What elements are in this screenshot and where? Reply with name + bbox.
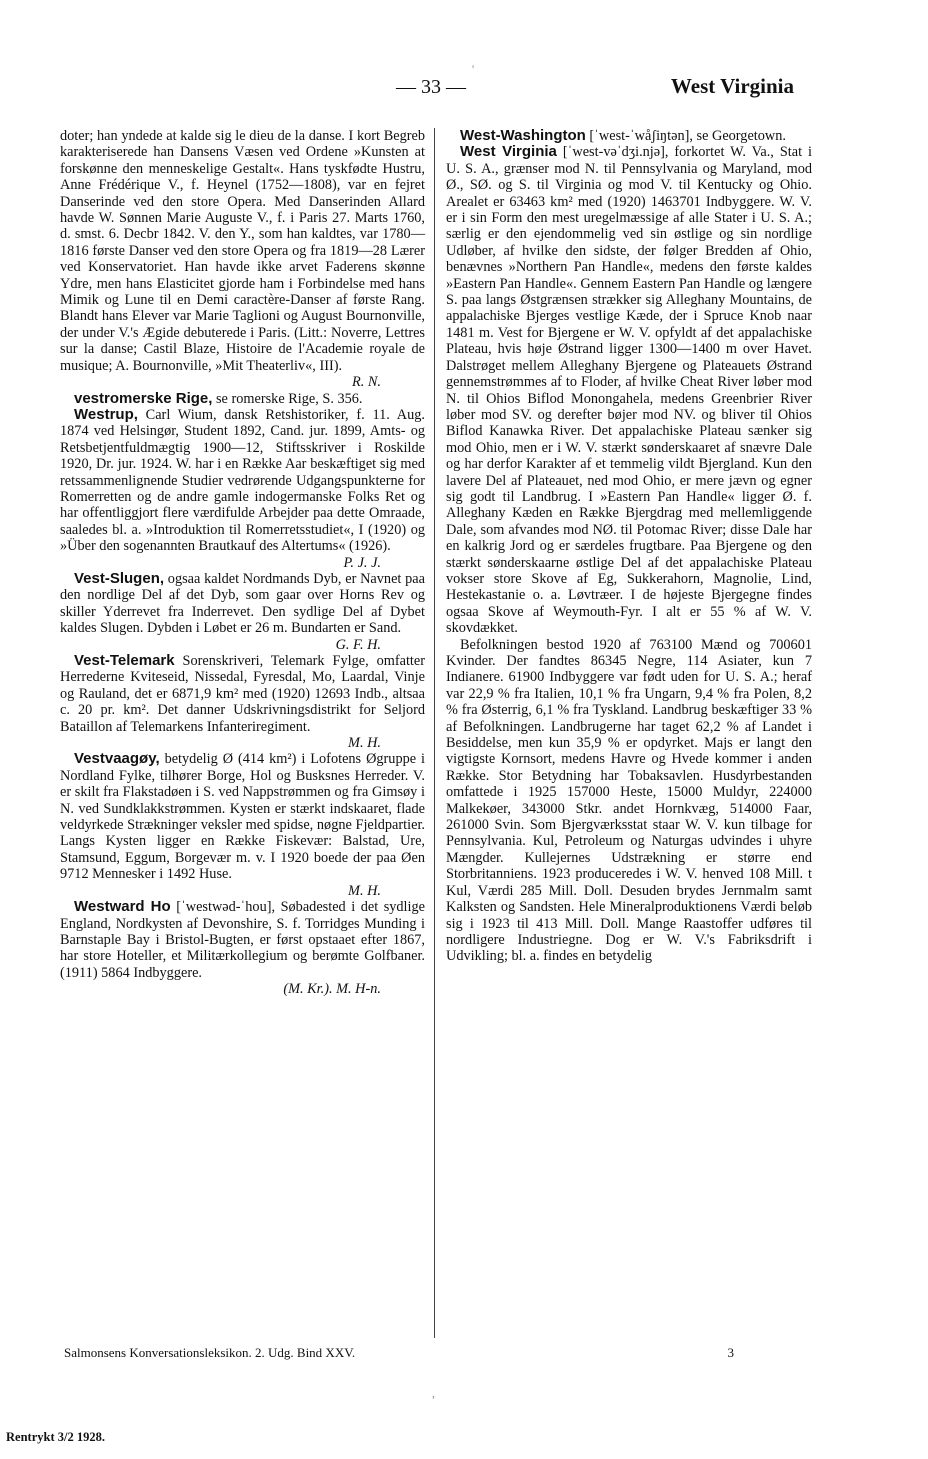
entry-paragraph — [446, 637, 812, 965]
entry — [60, 899, 425, 997]
entry-text: se romerske Rige, S. 356. — [215, 390, 363, 407]
entry — [60, 391, 425, 407]
entry-headword: West Virginia — [460, 143, 557, 161]
entry — [60, 653, 425, 751]
entry — [60, 407, 425, 571]
entry — [446, 128, 812, 144]
running-head: West Virginia — [670, 74, 794, 98]
entry-text: ogsaa kaldet Nordmands Dyb, er Navnet paa den nordlige Del af det Dyb, som gaar over Horns Rev og skiller Yderrevet fra Inderrevet. Den sydlige Del af Dybet kaldes Slugen. Dybden i Løbet er 26 m. Bundarten er Sand. — [60, 570, 425, 637]
entry-signature: R. N. — [352, 374, 381, 391]
entry — [60, 571, 425, 653]
entry — [60, 751, 425, 899]
entry — [446, 144, 812, 636]
entry-continuation — [60, 128, 425, 391]
entry-signature: M. H. — [348, 882, 381, 899]
entry-headword: Westward Ho — [74, 898, 171, 916]
reprint-note: Rentrykt 3/2 1928. — [6, 1430, 105, 1444]
entry-text: [ˈwestwəd-ˈhou], Søbadested i det sydlige England, Nordkysten af Devonshire, S. f. Torridges Munding i Barnstaple Bay i Bristol-Bugten, er først opstaaet efter 1867, har store Hoteller, et Militærkollegium og berømte Golfbaner. (1911) 5864 Indbyggere. — [60, 899, 425, 981]
left-column — [60, 128, 425, 998]
entry-signature: G. F. H. — [335, 636, 381, 653]
footer-sheet-number: 3 — [727, 1345, 734, 1360]
entry-text: [ˈwest-ˈwåʃiŋtən], se Georgetown. — [589, 128, 786, 144]
scan-mark-bottom: , — [432, 1386, 435, 1400]
entry-text: Carl Wium, dansk Retshistoriker, f. 11. Aug. 1874 ved Helsingør, Student 1892, Cand. jur. 1899, Amts- og Retsbetjentfuldmægtig 1900—12, Stiftsskriver i Roskilde 1920, Dr. jur. 1924. W. har i en Række Aar beskæftiget sig med retssammenlignende Studier vedrørende Udgangspunkterne for Romerretten og de andre gamle indogermanske Folks Ret og har offentliggjort flere værdifulde Arbejder paa dette Omraade, saaledes bl. a. »Introduktion til Romerretsstudiet«, I (1920) og »Über den sogenannten Brautkauf des Altertums« (1926). — [60, 406, 425, 555]
entry-headword: Vest-Telemark — [74, 652, 175, 669]
page-header — [60, 72, 794, 106]
footer-source: Salmonsens Konversationsleksikon. 2. Udg. Bind XXV. — [64, 1345, 356, 1360]
entry-headword: Vestvaagøy, — [74, 750, 160, 768]
entry-text: betydelig Ø (414 km²) i Lofotens Øgruppe i Nordland Fylke, tilhører Borge, Hol og Busksnes Herreder. V. er skilt fra Flakstadøen i S. ved Nappstrømmen og fra Gimsøy i N. ved Sundklakkstrømmen. Kysten er stærkt indskaaret, flade veldyrkede Strækninger veksler med spidse, nøgne Fjeldpartier. Langs Kysten ligger en Række Fiskevær: Balstad, Ure, Stamsund, Eggum, Borgevær m. v. I 1920 boede der paa Øen 9712 Mennesker i 1492 Huse. — [60, 751, 426, 883]
entry-signature: (M. Kr.). M. H-n. — [283, 981, 381, 998]
entry-headword: West-Washington — [460, 127, 586, 144]
column-divider — [434, 128, 435, 1338]
scan-mark-top: ' — [472, 62, 475, 76]
entry-signature: P. J. J. — [343, 554, 381, 571]
entry-text: Sorenskriveri, Telemark Fylge, omfatter Herrederne Kviteseid, Nissedal, Fyresdal, Mo, Laardal, Vinje og Rauland, det er 6871,9 km² med (1920) 12693 Indb., altsaa c. 20 pr. km². Det danner Udskrivningsdistrikt for Seljord Bataillon af Telemarkens Infanteriregiment. — [60, 653, 425, 735]
entry-text: [ˈwest-vəˈdʒi.njə], forkortet W. Va., Stat i U. S. A., grænser mod N. til Pennsylvania og Maryland, mod Ø., SØ. og S. til Virginia og mod V. til Kentucky og Ohio. Arealet er 63463 km² med (1920) 1463701 Indbyggere. W. V. er i sin Form den mest uregelmæssige af alle Stater i U. S. A.; særlig er den ejendommelig ved sin østlige og sin nordlige Udløber, af hvilke den sidste, der følger Bredden af Ohio, benævnes »Northern Pan Handle«, medens den første kaldes »Eastern Pan Handle«. Gennem Eastern Pan Handle og længere S. paa langs Østgrænsen strækker sig Alleghany Mountains, de appalachiske Bjerges vestlige Kæde, der i Spruce Knob naar 1481 m. Vest for Bjergene er W. V. opfyldt af det appalachiske Plateau, hvis høje Østrand ligger 1300—1400 m over Havet. Dalstrøget mellem Alleghany Bjergene og Plateauets Østrand gennemstrømmes af to Floder, af hvilke Cheat River løber mod N. til Ohios Biflod Monongahela, medens Greenbrier River løber mod SV. og derefter bøjer mod NV. og bliver til Ohios Biflod Kanawka River. Det appalachiske Plateau sænker sig mod Ohio, men er i W. V. stærkt sønderskaaret af snævre Dale og har derfor Karakter af et temmelig vildt Bjergland. Kun den lavere Del af Plateauet, ned mod Ohio, er mere jævn og egner sig godt til Landbrug. I »Eastern Pan Handle« ligger Ø. f. Alleghany Kæden en Række Bjergdrag med mellemliggende Dale, som afvandes mod NØ. til Potomac River; disse Dale har en kalkrig Jord og er særdeles frugtbare. Paa Bjergene og den stærkt sønderskaarne østlige Del af det appalachiske Plateau vokser store Skove af Eg, Sukkerahorn, Magnolie, Lind, Hestekastanie o. a. Løvtræer. I de højeste Bjergegne findes ogsaa Skove af Weymouth-Fyr. I alt er 55 % af W. V. skovdækket. — [446, 144, 812, 637]
entry-headword: Westrup, — [74, 405, 138, 423]
entry-headword: Vest-Slugen, — [74, 569, 165, 587]
entry-text: Befolkningen bestod 1920 af 763100 Mænd og 700601 Kvinder. Der fandtes 86345 Negre, 114 Asiater, kun 7 Indianere. 61900 Indbyggere var født uden for U. S. A.; heraf var 22,9 % fra Italien, 10,1 % fra Ungarn, 9,4 % fra Polen, 8,2 % fra Østerrig, 6,1 % fra Tyskland. Landbrug beskæftiger 33 % af Befolkningen. Landbrugerne har taget 62,2 % af Landet i Besiddelse, men kun 35,9 % er opdyrket. Majs er langt den vigtigste Kornsort, medens Havre og Hvede kommer i anden Række. Stor Betydning har Tobaksavlen. Husdyrbestanden omfattede i 1925 157000 Heste, 15000 Muldyr, 224000 Malkekøer, 343000 Stkr. andet Hornkvæg, 514000 Faar, 261000 Svin. Som Bjergværksstat staar W. V. kun tilbage for Pennsylvania. Kul, Petroleum og Naturgas udvindes i uhyre Mængder. Kullejernes Udstrækning er større end Storbritanniens. 1923 produceredes i W. V. henved 108 Mill. t Kul, Værdi 285 Mill. Doll. Desuden brydes Jernmalm samt Kalksten og Sandsten. Hele Mineralproduktionens Værdi beløb sig i 1923 til 413 Mill. Doll. Mange Raastoffer udføres til nordligere Industriegne. Dog er W. V.'s Fabriksdrift i Udvikling; bl. a. findes en betydelig — [446, 636, 812, 965]
entry-signature: M. H. — [348, 735, 381, 752]
page-number: — 33 — — [396, 76, 466, 98]
entry-text: doter; han yndede at kalde sig le dieu de la danse. I kort Begreb karakteriserede han Dansens Væsen ved Ordene »Kunsten at forskønne den menneskelige Gestalt«. Hans tyskfødte Hustru, Anne Frédérique V., f. Heynel (1752—1808), var en fejret Danserinde ved den store Opera. Med Danserinden Allard havde W. Sønnen Marie Auguste V., f. i Paris 27. Marts 1760, d. smst. 6. Decbr 1842. V. den Y., som han kaldtes, var 1780—1816 første Danser ved den store Opera og fra 1819—28 Lærer ved Konservatoriet. Han havde ikke arvet Faderens skønne Ydre, men hans Elasticitet gjorde ham i Forbindelse med hans Mimik og Lune til en Demi caractère-Danser af første Rang. Blandt hans Elever var Marie Taglioni og August Bournonville, der under V.'s Ægide debuterede i Paris. (Litt.: Noverre, Lettres sur la danse; Castil Blaze, Histoire de l'Academie royale de musique; A. Bournonville, »Mit Theaterliv«, III). — [60, 128, 425, 374]
right-column — [446, 128, 812, 965]
entry-headword: vestromerske Rige, — [74, 389, 213, 407]
